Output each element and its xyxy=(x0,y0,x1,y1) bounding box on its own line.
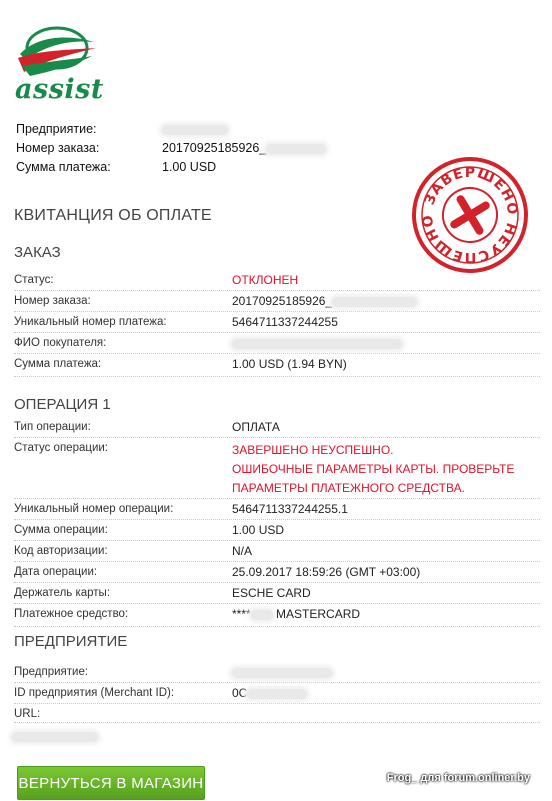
summary-value xyxy=(162,122,228,136)
operation-row-id: Уникальный номер операции: 5464711337244255.1 xyxy=(14,499,540,520)
operation-row-auth-code: Код авторизации: N/A xyxy=(14,541,540,562)
order-row-number: Номер заказа: 20170925185926_ xyxy=(14,291,540,312)
status-badge: ОТКЛОНЕН xyxy=(232,273,299,287)
merchant-row-url: URL: xyxy=(14,704,540,723)
operation-row-date: Дата операции: 25.09.2017 18:59:26 (GMT +03:00) xyxy=(14,562,540,583)
svg-text:ЗАВЕРШЕНО НЕУСПЕШНО: ЗАВЕРШЕНО НЕУСПЕШНО xyxy=(419,164,521,266)
operation-row-status: Статус операции: ЗАВЕРШЕНО НЕУСПЕШНО. ОШИБОЧНЫЕ ПАРАМЕТРЫ КАРТЫ. ПРОВЕРЬТЕ ПАРАМЕТРЫ ПЛАТЕЖНОГО СРЕДСТВА. xyxy=(14,438,540,499)
summary-value: 1.00 USD xyxy=(162,160,217,174)
order-row-amount: Сумма платежа: 1.00 USD (1.94 BYN) xyxy=(14,354,540,377)
forum-watermark: Frog_ для forum.onliner.by xyxy=(386,772,530,784)
logo-wordmark: assist xyxy=(15,74,104,105)
operation-status-text: ЗАВЕРШЕНО НЕУСПЕШНО. ОШИБОЧНЫЕ ПАРАМЕТРЫ КАРТЫ. ПРОВЕРЬТЕ ПАРАМЕТРЫ ПЛАТЕЖНОГО СРЕДСТВА. xyxy=(232,443,515,495)
order-section-title: ЗАКАЗ xyxy=(14,244,61,261)
operation-section-title: ОПЕРАЦИЯ 1 xyxy=(14,396,111,413)
redacted-text xyxy=(12,728,98,739)
merchant-row-id: ID предприятия (Merchant ID): 0С xyxy=(14,683,540,704)
merchant-section-title: ПРЕДПРИЯТИЕ xyxy=(14,633,128,650)
summary-value: 20170925185926_ xyxy=(162,141,326,155)
summary-label: Сумма платежа: xyxy=(16,160,111,174)
stamp-declined-icon xyxy=(410,155,530,275)
operation-row-cardholder: Держатель карты: ESCHE CARD xyxy=(14,583,540,604)
merchant-row-name: Предприятие: xyxy=(14,662,540,683)
return-to-shop-button[interactable]: ВЕРНУТЬСЯ В МАГАЗИН xyxy=(17,766,205,800)
summary-label: Номер заказа: xyxy=(16,141,100,155)
order-row-payment-id: Уникальный номер платежа: 546471133724425​5 xyxy=(14,312,540,333)
operation-row-amount: Сумма операции: 1.00 USD xyxy=(14,520,540,541)
summary-label: Предприятие: xyxy=(16,122,97,136)
order-row-buyer: ФИО покупателя: xyxy=(14,333,540,354)
receipt-title: КВИТАНЦИЯ ОБ ОПЛАТЕ xyxy=(14,207,212,224)
order-row-status: Статус: ОТКЛОНЕН xyxy=(14,270,540,291)
operation-row-type: Тип операции: ОПЛАТА xyxy=(14,417,540,438)
operation-row-payment-method: Платежное средство: **** MASTERCARD xyxy=(14,604,540,627)
